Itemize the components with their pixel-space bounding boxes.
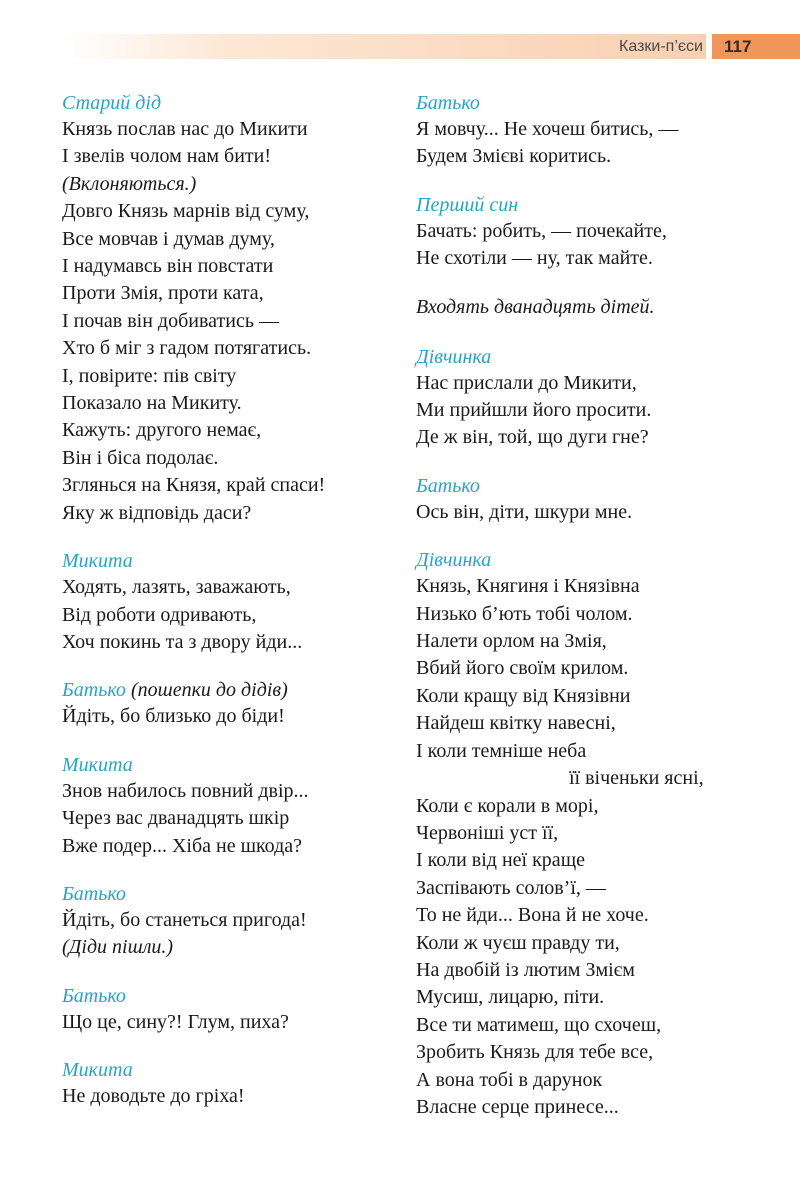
speaker-label: Микита [62, 1059, 133, 1082]
speaker-label: Батько [62, 679, 126, 702]
dialogue-block [62, 548, 402, 656]
speaker-label: Старий дід [62, 92, 162, 114]
verse-line: І почав він добиватись — [62, 309, 279, 332]
verse-line: Коли ж чуєш правду ти, [416, 931, 620, 954]
verse-line: Все ти матимеш, що схочеш, [416, 1013, 662, 1036]
speaker-name [62, 548, 402, 574]
verse-line: І коли темніше неба [416, 739, 587, 762]
speaker-name [416, 473, 796, 499]
verse-line: Що це, сину?! Глум, пиха? [62, 1010, 289, 1033]
right-column-top [416, 90, 796, 273]
right-column-bottom [416, 344, 796, 1122]
verse-line: Зглянься на Князя, край спаси! [62, 474, 326, 497]
dialogue-block [62, 983, 402, 1036]
verse-line: Ми прийшли його просити. [416, 399, 652, 422]
speaker-label: Микита [62, 753, 133, 776]
verse-line: Кажуть: другого немає, [62, 419, 262, 442]
stage-direction-line: (Вклоняються.) [62, 172, 197, 195]
speaker-label: Дівчинка [416, 549, 492, 572]
verse-line: Нас прислали до Микити, [416, 371, 637, 394]
verse-line: Показало на Микиту. [62, 392, 242, 415]
verse-line: І звелів чолом нам бити! [62, 145, 272, 168]
verse-line: Коли кращу від Князівни [416, 684, 631, 707]
verse-line: Мусиш, лицарю, піти. [416, 986, 605, 1009]
verse-line: Князь послав нас до Микити [62, 118, 308, 140]
verse-line: Не схотіли — ну, так майте. [416, 247, 653, 270]
verse-line: Не доводьте до гріха! [62, 1085, 245, 1108]
verse-line: Яку ж відповідь даси? [62, 501, 252, 524]
verse-line: Бачать: робить, — почекайте, [416, 219, 667, 242]
verse-line: І надумавсь він повстати [62, 255, 274, 278]
speaker-name [62, 881, 402, 907]
section-title: Казки-п’єси [619, 38, 703, 55]
speaker-label: Микита [62, 550, 133, 573]
verse-line: І коли від неї краще [416, 849, 585, 872]
speaker-note: (пошепки до дідів) [125, 679, 288, 702]
verse-line: І, повірите: пів світу [62, 364, 237, 387]
dialogue-block [62, 90, 402, 527]
verse-line: Налети орлом на Змія, [416, 630, 607, 653]
speaker-label: Батько [416, 92, 480, 114]
speaker-name [416, 192, 796, 218]
verse-line: її віченьки ясні, [569, 767, 704, 790]
verse-line: Коли є корали в морі, [416, 794, 599, 817]
speaker-name [62, 983, 402, 1009]
speaker-label: Батько [62, 984, 126, 1007]
speaker-label: Батько [62, 882, 126, 905]
speaker-name [62, 90, 402, 116]
dialogue-block [416, 547, 796, 1121]
verse-line: Князь, Княгиня і Князівна [416, 575, 640, 598]
verse-line: Ось він, діти, шкури мне. [416, 500, 633, 523]
verse-line: Йдіть, бо станеться пригода! [62, 908, 307, 931]
speaker-name [62, 752, 402, 778]
left-column [62, 90, 402, 1132]
speaker-label: Батько [416, 474, 480, 497]
speaker-name [62, 677, 402, 703]
header-bar [62, 34, 706, 59]
verse-line: Заспівають солов’ї, — [416, 876, 606, 899]
verse-line: Власне серце принесе... [416, 1095, 619, 1118]
verse-line: Через вас дванадцять шкір [62, 807, 290, 830]
dialogue-block [62, 677, 402, 730]
verse-line: Вбий його своїм крилом. [416, 657, 629, 680]
verse-line: Хто б міг з гадом потягатись. [62, 337, 312, 360]
verse-line: Все мовчав і думав думу, [62, 227, 275, 250]
speaker-name [416, 547, 796, 573]
stage-direction-line: (Діди пішли.) [62, 936, 174, 959]
verse-line: Де ж він, той, що дуги гне? [416, 426, 649, 449]
verse-line: Я мовчу... Не хочеш битись, — [416, 118, 679, 140]
dialogue-block [416, 344, 796, 452]
verse-line: Від роботи одривають, [62, 603, 257, 626]
right-column [416, 90, 796, 1142]
verse-line: Найдеш квітку навесні, [416, 712, 616, 735]
speaker-name [62, 1057, 402, 1083]
verse-line: Ходять, лазять, заважають, [62, 576, 291, 599]
verse-line: Вже подер... Хіба не шкода? [62, 834, 303, 857]
verse-line: То не йди... Вона й не хоче. [416, 904, 649, 927]
speaker-label: Дівчинка [416, 345, 492, 368]
dialogue-block [62, 1057, 402, 1110]
verse-line: На двобій із лютим Змієм [416, 958, 635, 981]
dialogue-block [62, 881, 402, 962]
verse-line: Йдіть, бо близько до біди! [62, 705, 285, 728]
verse-line: А вона тобі в дарунок [416, 1068, 603, 1091]
speaker-name [416, 90, 796, 116]
dialogue-block [416, 192, 796, 273]
verse-line: Будем Змієві коритись. [416, 145, 612, 168]
verse-line: Він і біса подолає. [62, 446, 219, 469]
verse-line: Низько б’ють тобі чолом. [416, 602, 633, 625]
dialogue-block [416, 90, 796, 171]
verse-line: Проти Змія, проти ката, [62, 282, 264, 305]
speaker-name [416, 344, 796, 370]
dialogue-block [62, 752, 402, 860]
verse-line: Зробить Князь для тебе все, [416, 1041, 654, 1064]
verse-line: Довго Князь марнів від суму, [62, 200, 310, 223]
verse-line: Знов набилось повний двір... [62, 779, 309, 802]
verse-line: Хоч покинь та з двору йди... [62, 630, 303, 653]
stage-direction: Входять дванадцять дітей. [416, 295, 655, 318]
speaker-label: Перший син [416, 193, 519, 216]
verse-line: Червоніші уст її, [416, 821, 559, 844]
page-number: 117 [712, 34, 800, 59]
dialogue-block [416, 473, 796, 526]
